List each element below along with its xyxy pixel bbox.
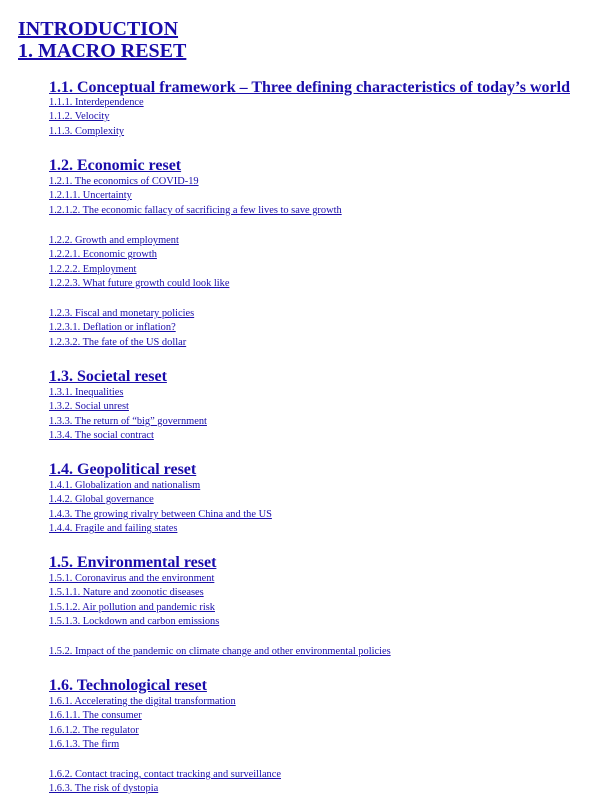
toc-item-link[interactable]: 1.3.1. Inequalities [49,387,124,398]
toc-item-link[interactable]: 1.6.1. Accelerating the digital transformation [49,696,236,707]
toc-item-link[interactable]: 1.3.2. Social unrest [49,401,129,412]
toc-link-introduction[interactable]: INTRODUCTION [18,18,179,40]
toc-section-heading[interactable]: 1.1. Conceptual framework – Three defining characteristics of today’s world [49,79,570,96]
toc-item-link[interactable]: 1.2.1. The economics of COVID-19 [49,176,199,187]
toc-item-link[interactable]: 1.2.2.3. What future growth could look like [49,278,230,289]
toc-item-link[interactable]: 1.4.4. Fragile and failing states [49,523,178,534]
toc-item-link[interactable]: 1.4.1. Globalization and nationalism [49,480,201,491]
toc-item-link[interactable]: 1.2.2. Growth and employment [49,235,179,246]
toc-item-link[interactable]: 1.2.3.2. The fate of the US dollar [49,337,187,348]
toc-section-heading[interactable]: 1.5. Environmental reset [49,554,217,571]
toc-item-link[interactable]: 1.1.1. Interdependence [49,97,144,108]
toc-item-link[interactable]: 1.6.2. Contact tracing, contact tracking and surveillance [49,769,281,780]
toc-item-link[interactable]: 1.3.4. The social contract [49,430,154,441]
toc-item-link[interactable]: 1.2.2.1. Economic growth [49,249,157,260]
toc-item-link[interactable]: 1.6.1.1. The consumer [49,710,142,721]
toc-item-link[interactable]: 1.2.2.2. Employment [49,264,137,275]
toc-section-heading[interactable]: 1.3. Societal reset [49,368,167,385]
toc-item-link[interactable]: 1.4.3. The growing rivalry between China and the US [49,509,272,520]
toc-item-link[interactable]: 1.6.1.2. The regulator [49,725,139,736]
toc-item-link[interactable]: 1.2.1.2. The economic fallacy of sacrificing a few lives to save growth [49,205,342,216]
toc-item-link[interactable]: 1.1.3. Complexity [49,126,125,137]
toc-item-link[interactable]: 1.2.1.1. Uncertainty [49,190,132,201]
toc-section-heading[interactable]: 1.6. Technological reset [49,677,207,694]
toc-item-link[interactable]: 1.1.2. Velocity [49,111,110,122]
toc-section-heading[interactable]: 1.2. Economic reset [49,157,182,174]
toc-section-heading[interactable]: 1.4. Geopolitical reset [49,461,197,478]
toc-item-link[interactable]: 1.5.2. Impact of the pandemic on climate change and other environmental policies [49,646,391,657]
toc-item-link[interactable]: 1.5.1.3. Lockdown and carbon emissions [49,616,220,627]
toc-link-macro-reset[interactable]: 1. MACRO RESET [18,40,187,62]
toc-item-link[interactable]: 1.3.3. The return of “big” government [49,416,207,427]
toc-item-link[interactable]: 1.6.1.3. The firm [49,739,120,750]
toc-item-link[interactable]: 1.4.2. Global governance [49,494,154,505]
toc-item-link[interactable]: 1.2.3. Fiscal and monetary policies [49,308,195,319]
toc-item-link[interactable]: 1.6.3. The risk of dystopia [49,783,159,794]
toc-item-link[interactable]: 1.5.1. Coronavirus and the environment [49,573,215,584]
toc-item-link[interactable]: 1.5.1.1. Nature and zoonotic diseases [49,587,204,598]
toc-item-link[interactable]: 1.5.1.2. Air pollution and pandemic risk [49,602,215,613]
toc-item-link[interactable]: 1.2.3.1. Deflation or inflation? [49,322,176,333]
